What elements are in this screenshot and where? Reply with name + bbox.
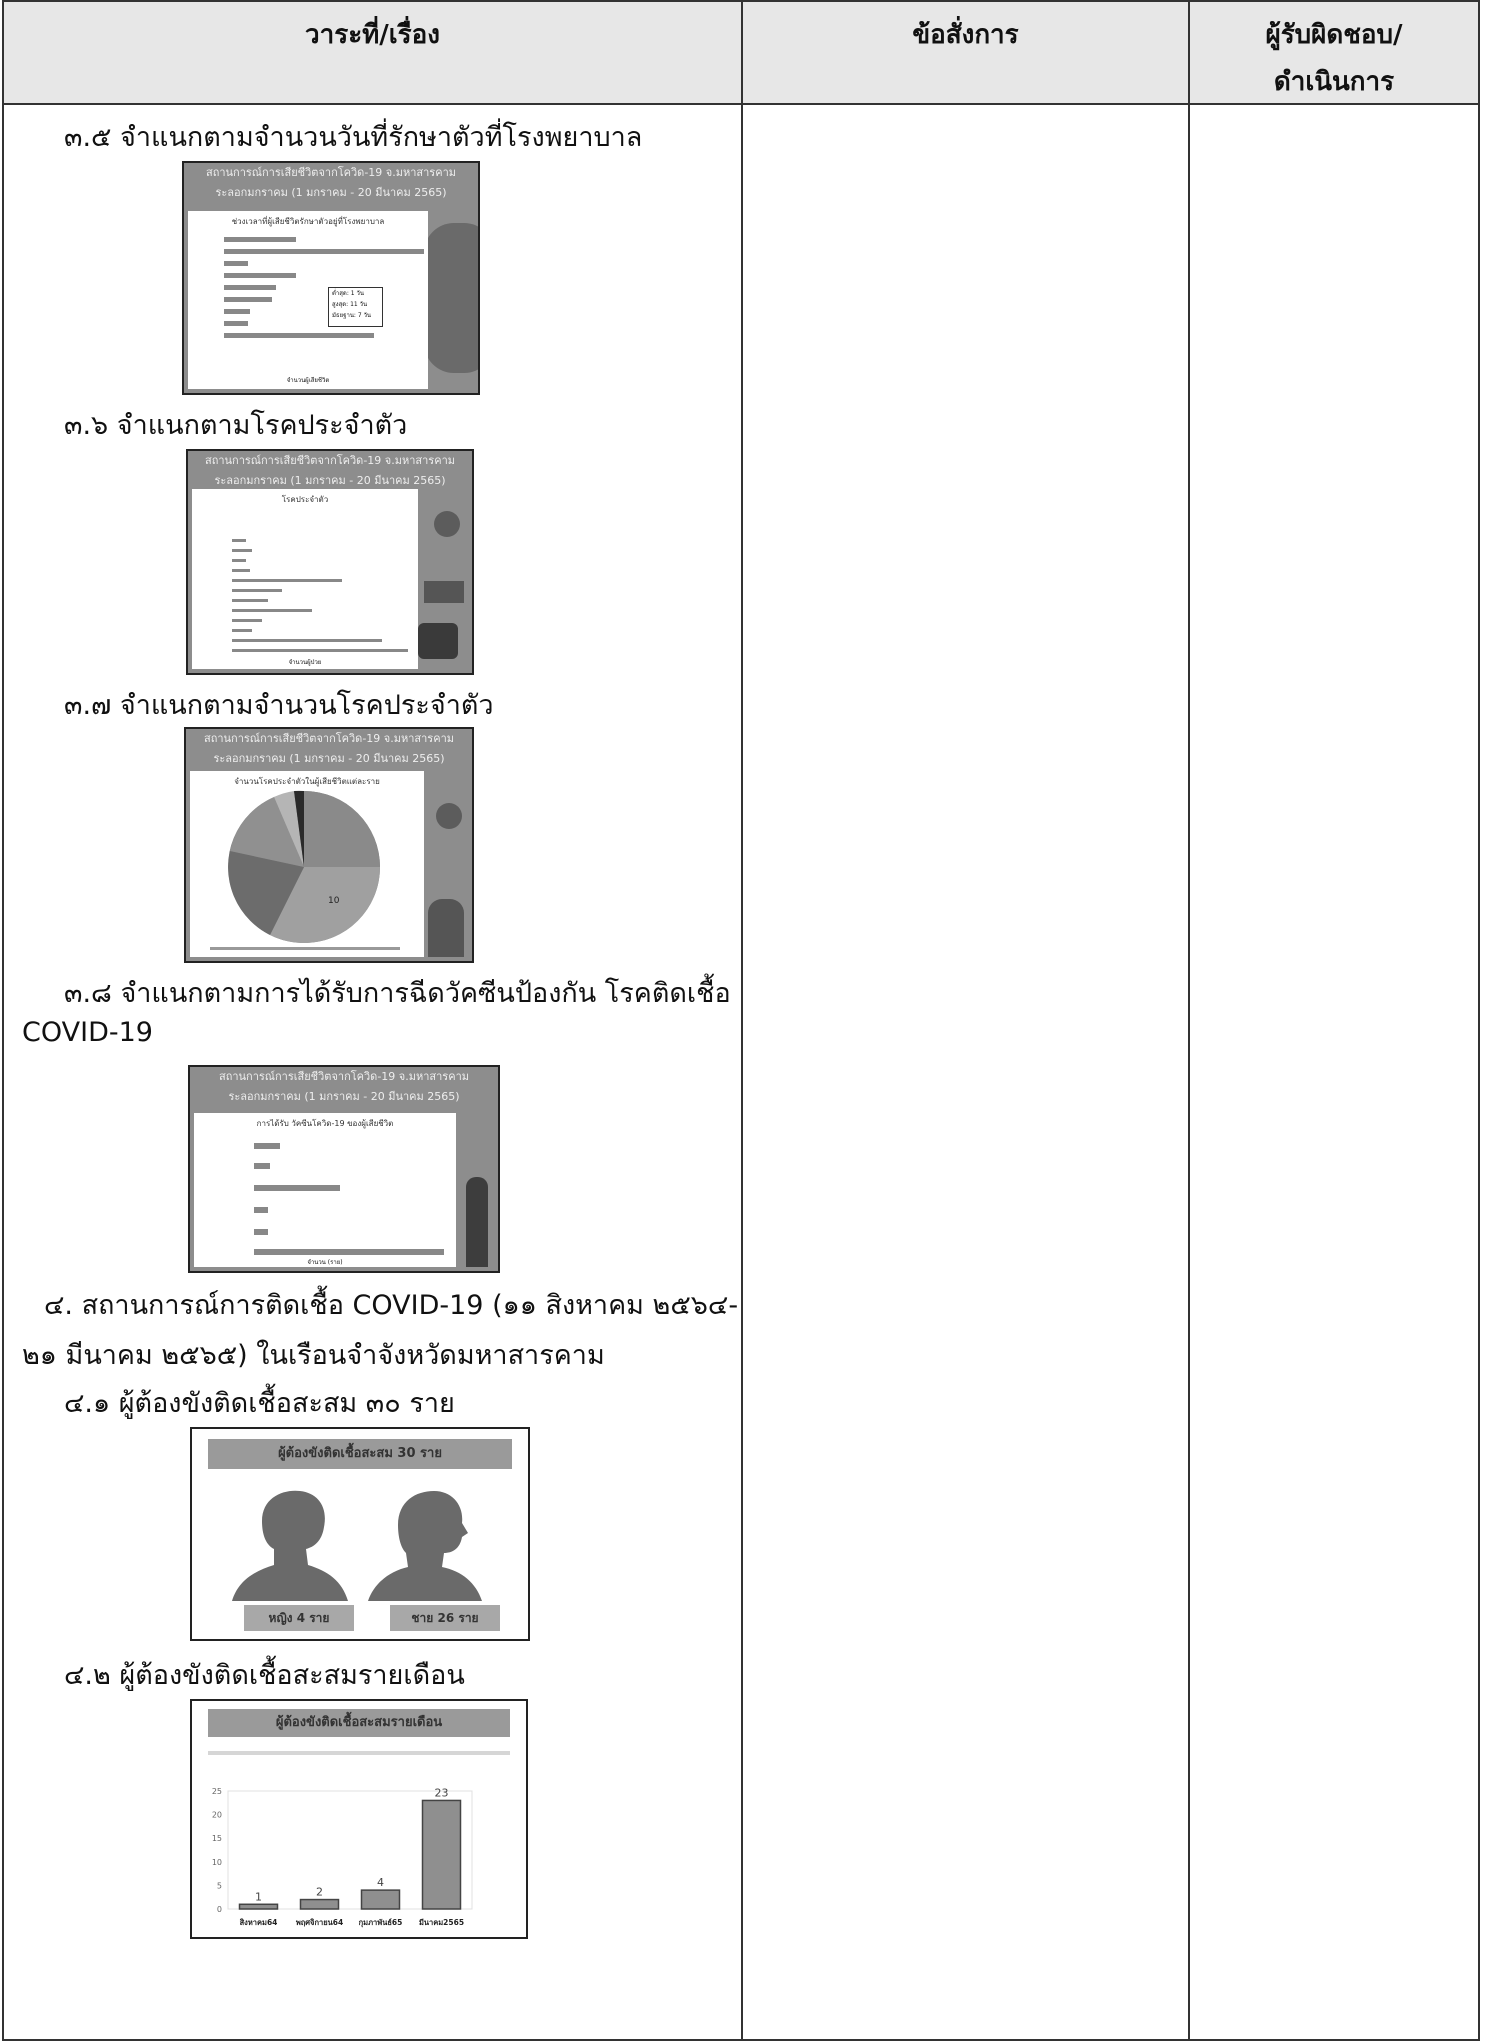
header-orders: ข้อสั่งการ <box>742 1 1189 104</box>
x-tick-label: กุมภาพันธ์65 <box>358 1918 403 1927</box>
slide-title: ผู้ต้องขังติดเชื้อสะสม 30 ราย <box>208 1439 512 1469</box>
chart-bar <box>254 1207 268 1213</box>
x-tick-label: สิงหาคม64 <box>239 1918 278 1927</box>
data-bar <box>423 1800 461 1909</box>
male-silhouette <box>368 1491 482 1601</box>
item-4-line1: ๔. สถานการณ์การติดเชื้อ COVID-19 (๑๑ สิงหาคม ๒๕๖๔- <box>44 1290 739 1321</box>
item-4-1: ๔.๑ ผู้ต้องขังติดเชื้อสะสม ๓๐ ราย <box>64 1388 455 1419</box>
item-3-7: ๓.๗ จำแนกตามจำนวนโรคประจำตัว <box>64 690 494 721</box>
decor-block <box>424 581 464 603</box>
decor-figure <box>428 899 464 957</box>
chart-bar <box>232 559 246 562</box>
chart-bar <box>232 579 342 582</box>
data-bar <box>240 1904 278 1909</box>
slide-cumulative-infected <box>190 1427 530 1641</box>
pie-slice <box>304 791 380 867</box>
legend-min: ต่ำสุด: 1 วัน <box>332 290 364 297</box>
x-tick-label: มีนาคม2565 <box>418 1918 465 1927</box>
chart-bar <box>224 273 296 278</box>
data-label: 1 <box>255 1890 262 1904</box>
banner-line1: สถานการณ์การเสียชีวิตจากโควิด-19 จ.มหาสารคาม <box>204 454 455 467</box>
x-axis-label: จำนวน (ราย) <box>307 1259 343 1266</box>
banner-line2: ระลอกมกราคม (1 มกราคม - 20 มีนาคม 2565) <box>213 752 445 765</box>
header-responsible-line2: ดำเนินการ <box>1273 67 1395 97</box>
x-tick-label: พฤศจิกายน64 <box>295 1918 344 1927</box>
virus-icon <box>434 511 460 537</box>
y-tick-label: 20 <box>211 1810 222 1820</box>
data-bar <box>301 1900 339 1909</box>
slide-underlying-disease <box>186 449 474 675</box>
pie-legend <box>210 947 400 950</box>
header-agenda: วาระที่/เรื่อง <box>3 1 742 104</box>
y-tick-label: 15 <box>211 1834 222 1844</box>
decor-figure <box>424 223 480 373</box>
slide-banner <box>186 729 472 771</box>
virus-icon <box>436 803 462 829</box>
banner-line2: ระลอกมกราคม (1 มกราคม - 20 มีนาคม 2565) <box>214 474 446 487</box>
chart-bar <box>232 629 252 632</box>
header-responsible-line1: ผู้รับผิดชอบ/ <box>1265 20 1403 50</box>
chart-bar <box>254 1185 340 1191</box>
male-count: ชาย 26 ราย <box>390 1605 500 1631</box>
banner-line2: ระลอกมกราคม (1 มกราคม - 20 มีนาคม 2565) <box>228 1090 460 1103</box>
chart-bar <box>232 589 282 592</box>
item-4-line2: ๒๑ มีนาคม ๒๕๖๕) ในเรือนจำจังหวัดมหาสารคาม <box>22 1340 605 1371</box>
chart-bar <box>224 285 276 290</box>
slide-title: ผู้ต้องขังติดเชื้อสะสมรายเดือน <box>208 1709 510 1737</box>
female-silhouette <box>232 1491 348 1601</box>
chart-legend <box>328 287 383 327</box>
item-3-5: ๓.๕ จำแนกตามจำนวนวันที่รักษาตัวที่โรงพยาบาล <box>64 122 643 153</box>
slide-hospital-days <box>182 161 480 395</box>
chart-bar <box>224 333 374 338</box>
y-tick-label: 5 <box>216 1881 222 1891</box>
slide-vaccination <box>188 1065 500 1273</box>
chart-bar <box>224 309 250 314</box>
slide-disease-count <box>184 727 474 963</box>
banner-line1: สถานการณ์การเสียชีวิตจากโควิด-19 จ.มหาสารคาม <box>203 732 454 745</box>
chart-title: โรคประจำตัว <box>281 495 329 504</box>
chart-title: ช่วงเวลาที่ผู้เสียชีวิตรักษาตัวอยู่ที่โรงพยาบาล <box>231 217 385 226</box>
responsible-cell <box>1189 104 1479 2040</box>
plot-top-band <box>208 1751 510 1755</box>
item-3-6: ๓.๖ จำแนกตามโรคประจำตัว <box>64 410 408 441</box>
chart-bar <box>232 639 382 642</box>
data-label: 4 <box>377 1876 384 1890</box>
meeting-table <box>2 0 1480 2041</box>
legend-max: สูงสุด: 11 วัน <box>332 301 368 308</box>
chart-bar <box>232 599 268 602</box>
data-label: 23 <box>434 1786 449 1800</box>
chart-bar <box>254 1249 444 1255</box>
y-tick-label: 25 <box>211 1787 222 1796</box>
legend-median: มัธยฐาน: 7 วัน <box>332 312 372 319</box>
slide-banner <box>184 163 478 205</box>
chart-bar <box>232 649 408 652</box>
chart-bar <box>224 297 272 302</box>
slide-monthly-infected <box>190 1699 528 1939</box>
chart-area <box>190 771 424 957</box>
agenda-cell <box>3 104 742 2040</box>
x-axis-label: จำนวนผู้ป่วย <box>288 659 322 666</box>
chart-bar <box>232 539 246 542</box>
chart-area <box>188 211 428 389</box>
chart-bar <box>232 619 262 622</box>
device-icon <box>418 623 458 659</box>
pie-chart <box>190 771 424 957</box>
chart-title: จำนวนโรคประจำตัวในผู้เสียชีวิตแต่ละราย <box>234 777 380 786</box>
banner-line2: ระลอกมกราคม (1 มกราคม - 20 มีนาคม 2565) <box>215 186 447 199</box>
pie-label-10: 10 <box>328 896 340 906</box>
banner-line1: สถานการณ์การเสียชีวิตจากโควิด-19 จ.มหาสารคาม <box>205 166 456 179</box>
chart-bar <box>232 549 252 552</box>
x-axis-label: จำนวนผู้เสียชีวิต <box>286 377 330 384</box>
female-count: หญิง 4 ราย <box>244 1605 354 1631</box>
chart-bar <box>224 321 248 326</box>
y-tick-label: 0 <box>216 1905 222 1914</box>
chart-bar <box>254 1163 270 1169</box>
item-3-8-line1: ๓.๘ จำแนกตามการได้รับการฉีดวัคซีนป้องกัน โรคติดเชื้อ <box>64 978 731 1009</box>
chart-bar <box>224 237 296 242</box>
item-3-8-line2: COVID-19 <box>22 1017 153 1048</box>
chart-area <box>192 489 418 669</box>
header-responsible <box>1189 1 1479 104</box>
chart-bar <box>224 261 248 266</box>
chart-bar <box>232 609 312 612</box>
decor-person <box>466 1177 488 1267</box>
chart-area <box>194 1113 456 1267</box>
chart-bar <box>254 1229 268 1235</box>
orders-cell <box>742 104 1189 2040</box>
y-tick-label: 10 <box>211 1857 222 1867</box>
chart-bar <box>232 569 250 572</box>
data-label: 2 <box>316 1885 323 1899</box>
banner-line1: สถานการณ์การเสียชีวิตจากโควิด-19 จ.มหาสารคาม <box>218 1070 469 1083</box>
slide-banner <box>190 1067 498 1109</box>
chart-title: การได้รับ วัคซีนโควิด-19 ของผู้เสียชีวิต <box>256 1119 394 1128</box>
monthly-bar-chart <box>192 1701 526 1937</box>
chart-bar <box>224 249 424 254</box>
slide-banner <box>188 451 472 493</box>
data-bar <box>362 1890 400 1909</box>
chart-bar <box>254 1143 280 1149</box>
item-4-2: ๔.๒ ผู้ต้องขังติดเชื้อสะสมรายเดือน <box>64 1660 465 1691</box>
